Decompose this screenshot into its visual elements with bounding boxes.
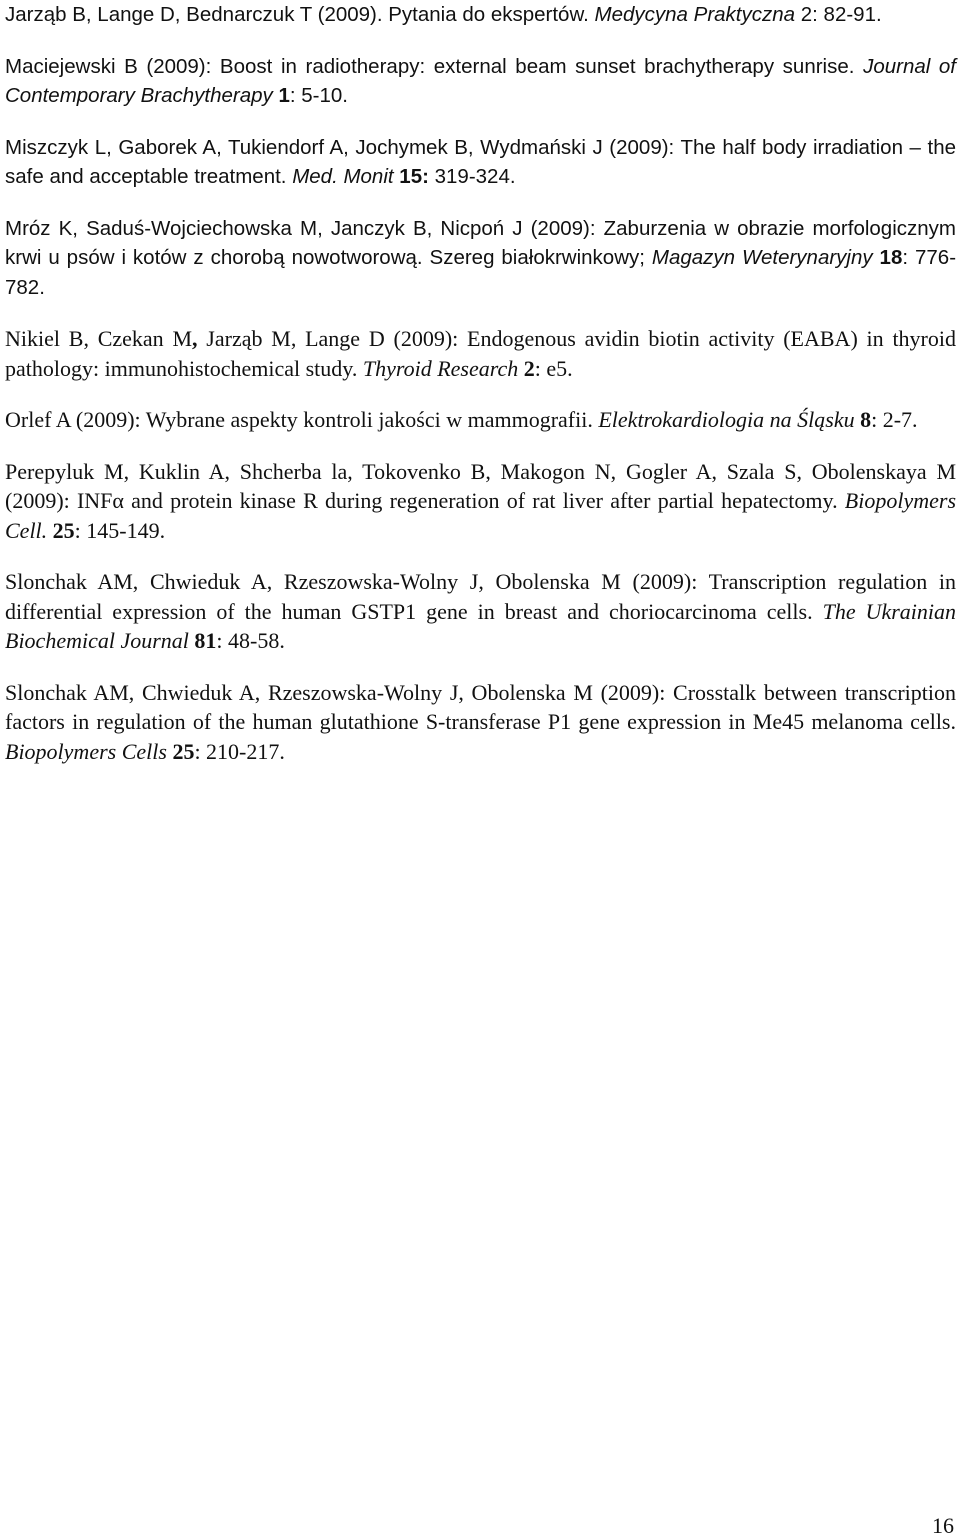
reference-entry: Nikiel B, Czekan M, Jarząb M, Lange D (2009): Endogenous avidin biotin activity (EABA) in thyroid pathology: immunohistochemical study. Thyroid Research 2: e5.: [5, 326, 956, 381]
reference-entry: Slonchak AM, Chwieduk A, Rzeszowska-Wolny J, Obolenska M (2009): Transcription regulation in differential expression of the human GSTP1 gene in breast and choriocarcinoma cells. The Ukrainian Biochemical Journal 81: 48-58.: [5, 569, 956, 653]
reference-entry: Slonchak AM, Chwieduk A, Rzeszowska-Wolny J, Obolenska M (2009): Crosstalk between transcription factors in regulation of the human glutathione S-transferase P1 gene expression in Me45 melanoma cells. Biopolymers Cells 25: 210-217.: [5, 679, 956, 764]
reference-list: [5, 0, 956, 788]
reference-entry: Orlef A (2009): Wybrane aspekty kontroli jakości w mammografii. Elektrokardiologia na Śląsku 8: 2-7.: [5, 407, 918, 432]
reference-entry: Miszczyk L, Gaborek A, Tukiendorf A, Jochymek B, Wydmański J (2009): The half body irradiation – the safe and acceptable treatment. Med. Monit 15: 319-324.: [5, 135, 956, 188]
reference-entry: Perepyluk M, Kuklin A, Shcherba la, Tokovenko B, Makogon N, Gogler A, Szala S, Obolenskaya M (2009): INFα and protein kinase R during regeneration of rat liver after partial hepatectomy. Biopolymers Cell. 25: 145-149.: [5, 458, 956, 543]
reference-entry: Mróz K, Saduś-Wojciechowska M, Janczyk B, Nicpoń J (2009): Zaburzenia w obrazie morfologicznym krwi u psów i kotów z chorobą nowotworową. Szereg białokrwinkowy; Magazyn Weterynaryjny 18: 776-782.: [5, 216, 957, 299]
reference-entry: Jarząb B, Lange D, Bednarczuk T (2009). Pytania do ekspertów. Medycyna Praktyczna 2: 82-91.: [5, 3, 882, 26]
reference-entry: Maciejewski B (2009): Boost in radiotherapy: external beam sunset brachytherapy sunrise. Journal of Contemporary Brachytherapy 1: 5-10.: [5, 54, 956, 107]
page-number: 16: [932, 1513, 954, 1538]
